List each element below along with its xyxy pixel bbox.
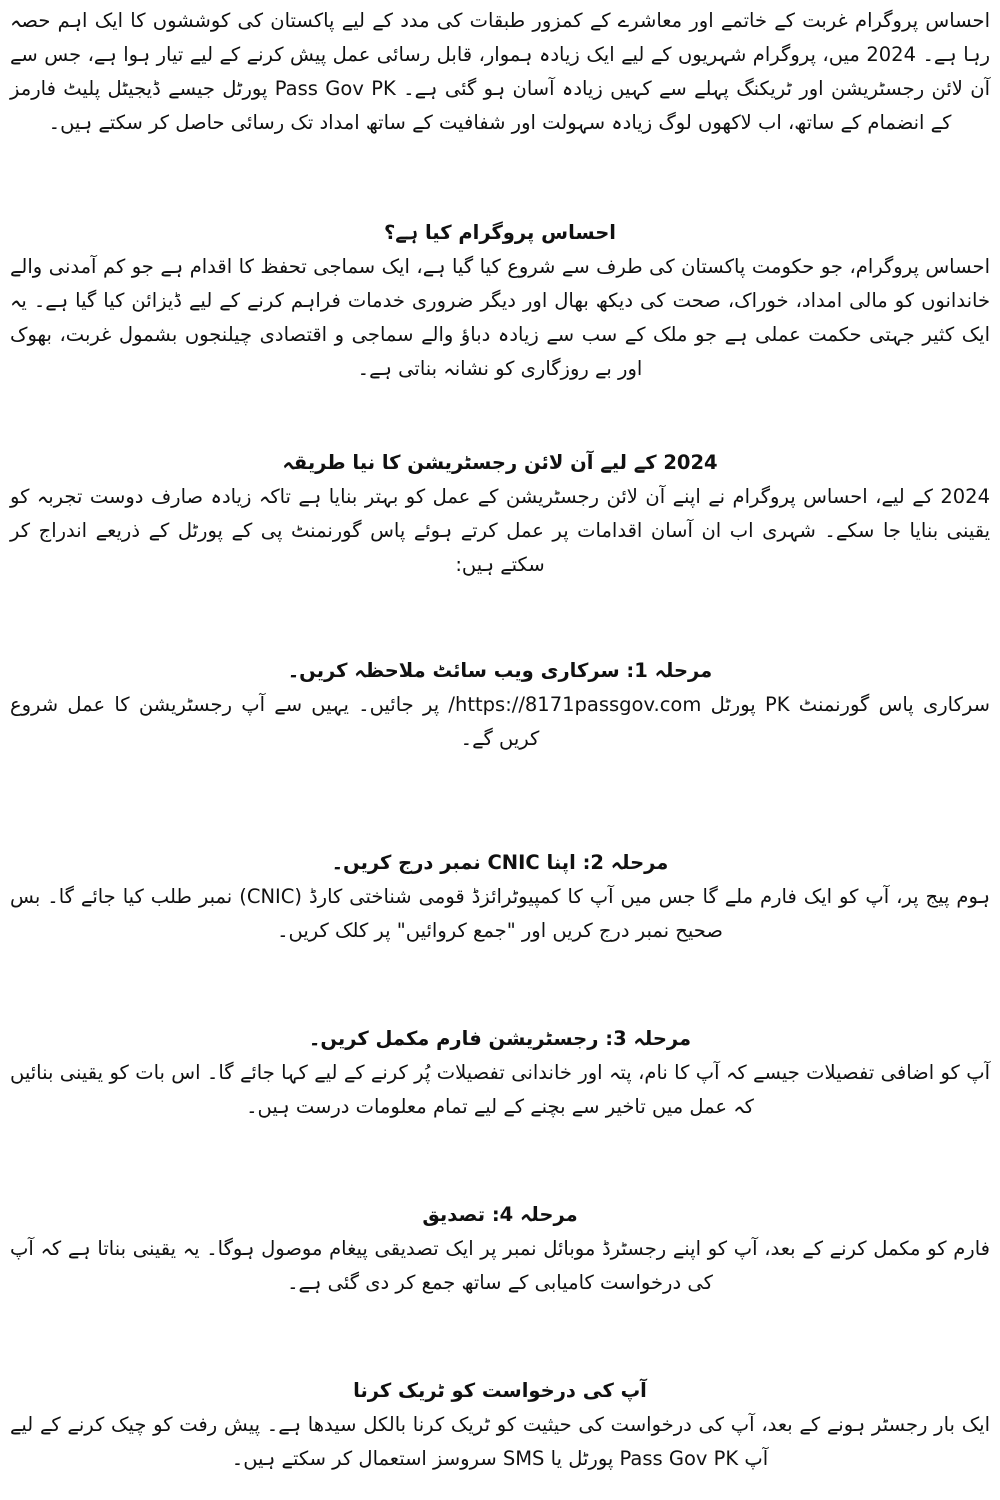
section-heading-what-is-ehsaas: احساس پروگرام کیا ہے؟ [384, 221, 616, 244]
section-heading-tracking: آپ کی درخواست کو ٹریک کرنا [353, 1379, 647, 1402]
step-3-heading: مرحلہ 3: رجسٹریشن فارم مکمل کریں۔ [308, 1027, 692, 1050]
section-body-what-is-ehsaas: احساس پروگرام، جو حکومت پاکستان کی طرف سے شروع کیا گیا ہے، ایک سماجی تحفظ کا اقدام ہے جو کم آمدنی والے خاندانوں کو مالی امداد، خوراک، صحت کی دیکھ بھال اور دیگر ضروری خدمات فراہم کرنے کے لیے ڈیزائن کیا گیا ہے۔ یہ ایک کثیر جہتی حکمت عملی ہے جو ملک کے سب سے زیادہ دباؤ والے سماجی و اقتصادی چیلنجوں بشمول غربت، بھوک اور بے روزگاری کو نشانہ بناتی ہے۔ [10, 255, 990, 380]
section-body-tracking: ایک بار رجسٹر ہونے کے بعد، آپ کی درخواست کی حیثیت کو ٹریک کرنا بالکل سیدھا ہے۔ پیش رفت کو چیک کرنے کے لیے آپ Pass Gov PK پورٹل یا SMS سروسز استعمال کر سکتے ہیں۔ [10, 1413, 990, 1470]
step-4-heading: مرحلہ 4: تصدیق [422, 1203, 578, 1226]
step-4-body: فارم کو مکمل کرنے کے بعد، آپ کو اپنے رجسٹرڈ موبائل نمبر پر ایک تصدیقی پیغام موصول ہوگا۔ یہ یقینی بناتا ہے کہ آپ کی درخواست کامیابی کے ساتھ جمع کر دی گئی ہے۔ [10, 1237, 990, 1294]
step-2-body: ہوم پیج پر، آپ کو ایک فارم ملے گا جس میں آپ کا کمپیوٹرائزڈ قومی شناختی کارڈ (CNIC) نمبر طلب کیا جائے گا۔ بس صحیح نمبر درج کریں اور "جمع کروائیں" پر کلک کریں۔ [10, 885, 990, 942]
step-2-heading: مرحلہ 2: اپنا CNIC نمبر درج کریں۔ [331, 851, 669, 874]
step-1-heading: مرحلہ 1: سرکاری ویب سائٹ ملاحظہ کریں۔ [287, 659, 713, 682]
step-3-body: آپ کو اضافی تفصیلات جیسے کہ آپ کا نام، پتہ اور خاندانی تفصیلات پُر کرنے کے لیے کہا جائے گا۔ اس بات کو یقینی بنائیں کہ عمل میں تاخیر سے بچنے کے لیے تمام معلومات درست ہیں۔ [10, 1061, 990, 1118]
section-body-new-registration: 2024 کے لیے، احساس پروگرام نے اپنے آن لائن رجسٹریشن کے عمل کو بہتر بنایا ہے تاکہ زیادہ صارف دوست تجربہ کو یقینی بنایا جا سکے۔ شہری اب ان آسان اقدامات پر عمل کرتے ہوئے پاس گورنمنٹ پی کے پورٹل کے ذریعے اندراج کر سکتے ہیں: [10, 485, 990, 576]
intro-paragraph: احساس پروگرام غربت کے خاتمے اور معاشرے کے کمزور طبقات کی مدد کے لیے پاکستان کی کوششوں کا ایک اہم حصہ رہا ہے۔ 2024 میں، پروگرام شہریوں کے لیے ایک زیادہ ہموار، قابل رسائی عمل پیش کرنے کے لیے تیار ہوا ہے، جس سے آن لائن رجسٹریشن اور ٹریکنگ پہلے سے کہیں زیادہ آسان ہو گئی ہے۔ Pass Gov PK پورٹل جیسے ڈیجیٹل پلیٹ فارمز کے انضمام کے ساتھ، اب لاکھوں لوگ زیادہ سہولت اور شفافیت کے ساتھ امداد تک رسائی حاصل کر سکتے ہیں۔ [10, 9, 990, 134]
section-heading-new-registration: 2024 کے لیے آن لائن رجسٹریشن کا نیا طریقہ [282, 451, 718, 474]
step-1-body: سرکاری پاس گورنمنٹ PK پورٹل https://8171passgov.com/ پر جائیں۔ یہیں سے آپ رجسٹریشن کا عمل شروع کریں گے۔ [10, 693, 990, 750]
